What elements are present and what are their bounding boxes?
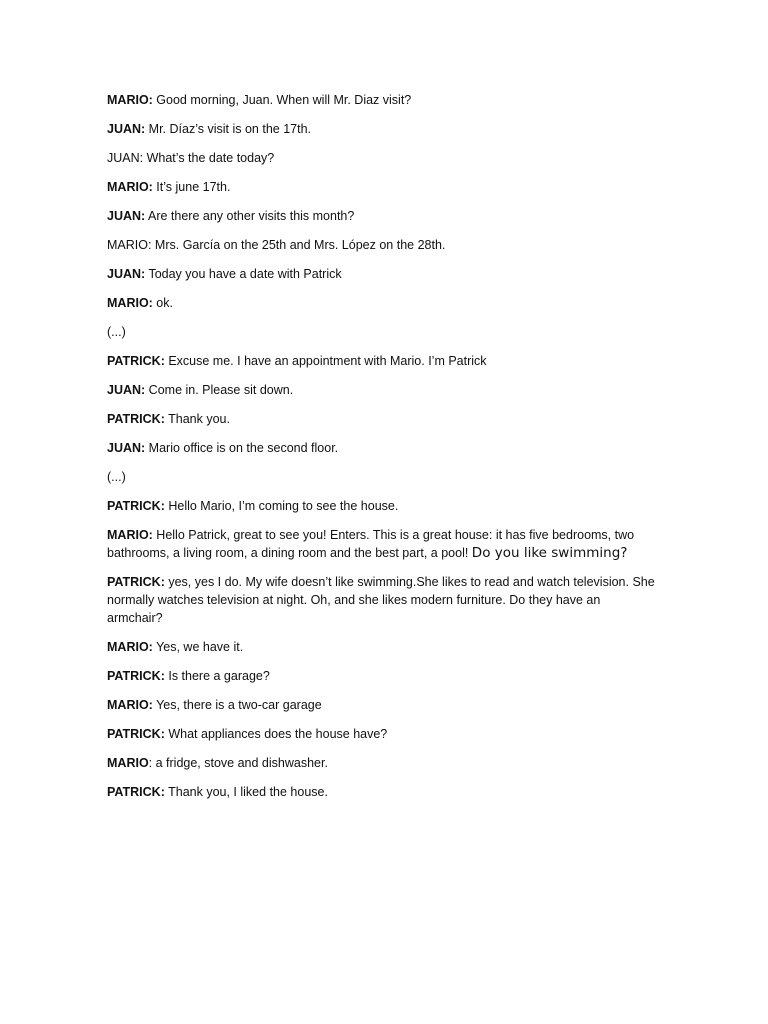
line-text: Thank you, I liked the house. xyxy=(164,785,328,799)
line-text: Hello Mario, I’m coming to see the house. xyxy=(164,499,399,513)
speaker-name: PATRICK: xyxy=(107,785,165,799)
speaker-name: PATRICK: xyxy=(107,669,165,683)
speaker-name: JUAN: xyxy=(107,122,146,136)
speaker-name: JUAN: xyxy=(107,267,146,281)
dialogue-line xyxy=(107,120,657,138)
line-text: What’s the date today? xyxy=(143,151,275,165)
dialogue-line xyxy=(107,638,657,656)
line-text: Yes, there is a two-car garage xyxy=(152,698,322,712)
line-text: Yes, we have it. xyxy=(152,640,244,654)
dialogue-line xyxy=(107,667,657,685)
speaker-name: PATRICK: xyxy=(107,727,165,741)
dialogue-line xyxy=(107,696,657,714)
dialogue-line xyxy=(107,91,657,109)
dialogue-line xyxy=(107,468,657,486)
line-text: Is there a garage? xyxy=(164,669,270,683)
speaker-name: JUAN: xyxy=(107,209,146,223)
dialogue-line xyxy=(107,439,657,457)
line-text: : a fridge, stove and dishwasher. xyxy=(148,756,328,770)
dialogue-line xyxy=(107,526,657,562)
speaker-name: MARIO: xyxy=(107,180,153,194)
line-text: Thank you. xyxy=(164,412,230,426)
line-text: Good morning, Juan. When will Mr. Diaz visit? xyxy=(152,93,412,107)
speaker-name: MARIO: xyxy=(107,528,153,542)
speaker-name: JUAN: xyxy=(107,151,144,165)
line-text: ok. xyxy=(152,296,173,310)
dialogue-line xyxy=(107,783,657,801)
speaker-name: PATRICK: xyxy=(107,354,165,368)
dialogue-line xyxy=(107,725,657,743)
line-text: It’s june 17th. xyxy=(152,180,231,194)
speaker-name: MARIO: xyxy=(107,296,153,310)
dialogue-line xyxy=(107,410,657,428)
speaker-name: MARIO: xyxy=(107,698,153,712)
speaker-name: MARIO: xyxy=(107,640,153,654)
line-text: Mr. Díaz’s visit is on the 17th. xyxy=(145,122,312,136)
line-text: Mrs. García on the 25th and Mrs. López on the 28th. xyxy=(151,238,446,252)
dialogue-line xyxy=(107,573,657,627)
line-text: Hello Patrick, great to see you! Enters. This is a great house: it has five bedrooms, two bathrooms, a living room, a dining room and the best part, a pool! xyxy=(107,528,635,560)
speaker-name: MARIO xyxy=(107,756,149,770)
dialogue-body xyxy=(107,91,657,812)
line-text: What appliances does the house have? xyxy=(164,727,388,741)
line-text: Today you have a date with Patrick xyxy=(145,267,342,281)
dialogue-line xyxy=(107,497,657,515)
dialogue-line xyxy=(107,236,657,254)
dialogue-line xyxy=(107,207,657,225)
line-text: (...) xyxy=(107,470,126,484)
speaker-name: PATRICK: xyxy=(107,575,165,589)
speaker-name: PATRICK: xyxy=(107,412,165,426)
speaker-name: JUAN: xyxy=(107,383,146,397)
speaker-name: MARIO: xyxy=(107,93,153,107)
speaker-name: PATRICK: xyxy=(107,499,165,513)
line-text: yes, yes I do. My wife doesn’t like swimming.She likes to read and watch television. She normally watches television at night. Oh, and she likes modern furniture. Do they have an armchair? xyxy=(107,575,655,625)
line-text: (...) xyxy=(107,325,126,339)
dialogue-line xyxy=(107,294,657,312)
line-text: Come in. Please sit down. xyxy=(145,383,294,397)
dialogue-line xyxy=(107,149,657,167)
speaker-name: MARIO: xyxy=(107,238,152,252)
dialogue-line xyxy=(107,381,657,399)
dialogue-line xyxy=(107,323,657,341)
line-text: Excuse me. I have an appointment with Mario. I’m Patrick xyxy=(164,354,487,368)
dialogue-line xyxy=(107,352,657,370)
dialogue-line xyxy=(107,265,657,283)
dialogue-line xyxy=(107,754,657,772)
line-extra-text: Do you like swimming? xyxy=(471,545,628,561)
line-text: Mario office is on the second floor. xyxy=(145,441,339,455)
dialogue-line xyxy=(107,178,657,196)
speaker-name: JUAN: xyxy=(107,441,146,455)
line-text: Are there any other visits this month? xyxy=(145,209,355,223)
